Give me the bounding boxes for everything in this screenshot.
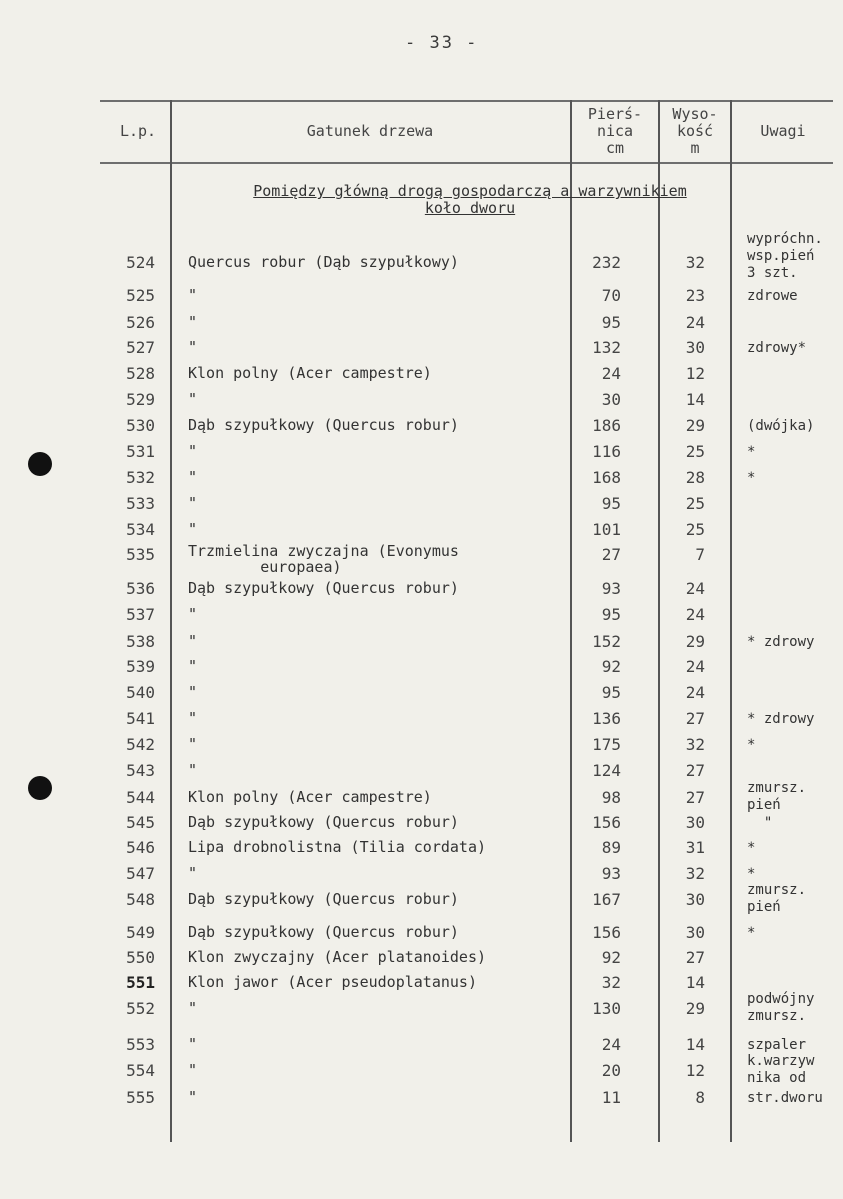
table-row — [0, 683, 843, 703]
lp-cell: 536 — [126, 579, 155, 598]
girth-cell: 95 — [601, 683, 621, 702]
species-cell: " — [188, 494, 198, 512]
height-cell: 29 — [685, 999, 705, 1018]
species-cell: Lipa drobnolistna (Tilia cordata) — [188, 838, 487, 856]
height-cell: 32 — [685, 735, 705, 754]
notes-cell: zmursz. pień — [747, 780, 807, 813]
table-row — [0, 338, 843, 358]
lp-cell: 543 — [126, 761, 155, 780]
table-row — [0, 542, 843, 576]
page-number: - 33 - — [405, 33, 479, 53]
lp-cell: 554 — [126, 1061, 155, 1080]
table-row — [0, 1035, 843, 1055]
lp-cell: 538 — [126, 632, 155, 651]
species-cell: " — [188, 520, 198, 538]
table-row — [0, 923, 843, 943]
species-cell: " — [188, 709, 198, 727]
table-row — [0, 1053, 843, 1086]
species-cell: " — [188, 1088, 198, 1106]
height-cell: 14 — [685, 1035, 705, 1054]
height-cell: 27 — [685, 761, 705, 780]
species-cell: Dąb szypułkowy (Quercus robur) — [188, 890, 459, 908]
species-cell: " — [188, 313, 198, 331]
species-cell: " — [188, 761, 198, 779]
lp-cell: 550 — [126, 948, 155, 967]
table-row — [0, 286, 843, 306]
height-cell: 24 — [685, 683, 705, 702]
table-row — [0, 813, 843, 833]
girth-cell: 95 — [601, 494, 621, 513]
girth-cell: 93 — [601, 864, 621, 883]
notes-cell: * — [747, 840, 756, 856]
lp-cell: 527 — [126, 338, 155, 357]
notes-cell: * zdrowy — [747, 711, 815, 727]
species-cell: " — [188, 442, 198, 460]
lp-cell: 530 — [126, 416, 155, 435]
species-cell: Klon jawor (Acer pseudoplatanus) — [188, 973, 477, 991]
notes-cell: " — [747, 815, 773, 831]
girth-cell: 27 — [601, 545, 621, 564]
lp-cell: 548 — [126, 890, 155, 909]
species-cell: " — [188, 338, 198, 356]
height-cell: 23 — [685, 286, 705, 305]
table-row — [0, 864, 843, 884]
notes-cell: zdrowy* — [747, 340, 807, 356]
species-cell: " — [188, 999, 198, 1017]
species-cell: " — [188, 286, 198, 304]
height-cell: 7 — [695, 545, 705, 564]
notes-cell: wypróchn. wsp.pień 3 szt. — [747, 231, 823, 281]
table-row — [0, 442, 843, 462]
table-row — [0, 735, 843, 755]
girth-cell: 167 — [592, 890, 621, 909]
header-species: Gatunek drzewa — [306, 122, 434, 140]
species-cell: " — [188, 632, 198, 650]
notes-cell: * — [747, 866, 756, 882]
species-cell: Dąb szypułkowy (Quercus robur) — [188, 579, 459, 597]
height-cell: 29 — [685, 416, 705, 435]
species-cell: " — [188, 864, 198, 882]
table-row — [0, 709, 843, 729]
table-row — [0, 579, 843, 599]
lp-cell: 541 — [126, 709, 155, 728]
table-row — [0, 364, 843, 384]
girth-cell: 92 — [601, 948, 621, 967]
notes-cell: * — [747, 444, 756, 460]
lp-cell: 544 — [126, 788, 155, 807]
height-cell: 27 — [685, 948, 705, 967]
lp-cell: 542 — [126, 735, 155, 754]
girth-cell: 132 — [592, 338, 621, 357]
species-cell: " — [188, 390, 198, 408]
girth-cell: 156 — [592, 813, 621, 832]
girth-cell: 24 — [601, 1035, 621, 1054]
height-cell: 32 — [685, 253, 705, 272]
notes-cell: zdrowe — [747, 288, 798, 304]
notes-cell: * — [747, 470, 756, 486]
girth-cell: 168 — [592, 468, 621, 487]
notes-cell: podwójny zmursz. — [747, 991, 815, 1024]
species-cell: Quercus robur (Dąb szypułkowy) — [188, 253, 459, 271]
height-cell: 30 — [685, 813, 705, 832]
table-row — [0, 780, 843, 813]
notes-cell: str.dworu — [747, 1090, 823, 1106]
species-cell: Dąb szypułkowy (Quercus robur) — [188, 416, 459, 434]
species-cell: Trzmielina zwyczajna (Evonymus europaea) — [188, 542, 459, 576]
table-row — [0, 520, 843, 540]
girth-cell: 95 — [601, 313, 621, 332]
table-row — [0, 632, 843, 652]
species-cell: " — [188, 468, 198, 486]
section-heading: Pomiędzy główną drogą gospodarczą a warzywnikiem koło dworu — [253, 182, 687, 217]
girth-cell: 92 — [601, 657, 621, 676]
table-row — [0, 231, 843, 281]
girth-cell: 186 — [592, 416, 621, 435]
height-cell: 12 — [685, 364, 705, 383]
lp-cell: 533 — [126, 494, 155, 513]
height-cell: 14 — [685, 390, 705, 409]
notes-cell: (dwójka) — [747, 418, 815, 434]
lp-cell: 528 — [126, 364, 155, 383]
species-cell: Dąb szypułkowy (Quercus robur) — [188, 813, 459, 831]
girth-cell: 232 — [592, 253, 621, 272]
height-cell: 27 — [685, 709, 705, 728]
lp-cell: 532 — [126, 468, 155, 487]
table-row — [0, 657, 843, 677]
header-girth: Pierś- nica cm — [587, 105, 643, 157]
lp-cell: 555 — [126, 1088, 155, 1107]
girth-cell: 89 — [601, 838, 621, 857]
lp-cell: 539 — [126, 657, 155, 676]
height-cell: 31 — [685, 838, 705, 857]
girth-cell: 20 — [601, 1061, 621, 1080]
lp-cell: 531 — [126, 442, 155, 461]
species-cell: " — [188, 1035, 198, 1053]
girth-cell: 32 — [601, 973, 621, 992]
girth-cell: 152 — [592, 632, 621, 651]
height-cell: 24 — [685, 657, 705, 676]
girth-cell: 175 — [592, 735, 621, 754]
table-top-rule — [100, 100, 833, 102]
table-row — [0, 416, 843, 436]
lp-cell: 534 — [126, 520, 155, 539]
species-cell: Klon polny (Acer campestre) — [188, 364, 432, 382]
table-row — [0, 991, 843, 1024]
height-cell: 25 — [685, 520, 705, 539]
notes-cell: zmursz. pień — [747, 882, 807, 915]
height-cell: 30 — [685, 923, 705, 942]
header-lp: L.p. — [119, 122, 157, 140]
lp-cell: 540 — [126, 683, 155, 702]
notes-cell: * — [747, 737, 756, 753]
table-row — [0, 761, 843, 781]
girth-cell: 70 — [601, 286, 621, 305]
table-row — [0, 605, 843, 625]
lp-cell: 537 — [126, 605, 155, 624]
lp-cell: 546 — [126, 838, 155, 857]
height-cell: 25 — [685, 442, 705, 461]
header-notes: Uwagi — [760, 122, 806, 140]
height-cell: 28 — [685, 468, 705, 487]
girth-cell: 101 — [592, 520, 621, 539]
table-row — [0, 838, 843, 858]
lp-cell: 551 — [126, 973, 155, 992]
height-cell: 24 — [685, 579, 705, 598]
lp-cell: 547 — [126, 864, 155, 883]
girth-cell: 30 — [601, 390, 621, 409]
height-cell: 24 — [685, 313, 705, 332]
lp-cell: 526 — [126, 313, 155, 332]
notes-cell: * — [747, 925, 756, 941]
height-cell: 8 — [695, 1088, 705, 1107]
girth-cell: 93 — [601, 579, 621, 598]
height-cell: 30 — [685, 890, 705, 909]
table-row — [0, 948, 843, 968]
species-cell: Klon zwyczajny (Acer platanoides) — [188, 948, 487, 966]
species-cell: " — [188, 683, 198, 701]
species-cell: " — [188, 657, 198, 675]
notes-cell: * zdrowy — [747, 634, 815, 650]
header-height: Wyso- kość m — [672, 105, 718, 157]
girth-cell: 116 — [592, 442, 621, 461]
notes-cell: szpaler — [747, 1037, 807, 1053]
girth-cell: 11 — [601, 1088, 621, 1107]
girth-cell: 156 — [592, 923, 621, 942]
height-cell: 12 — [685, 1061, 705, 1080]
table-row — [0, 494, 843, 514]
lp-cell: 535 — [126, 545, 155, 564]
girth-cell: 130 — [592, 999, 621, 1018]
height-cell: 14 — [685, 973, 705, 992]
table-header-rule — [100, 162, 833, 164]
height-cell: 30 — [685, 338, 705, 357]
lp-cell: 545 — [126, 813, 155, 832]
table-row — [0, 468, 843, 488]
lp-cell: 552 — [126, 999, 155, 1018]
table-row — [0, 1088, 843, 1108]
height-cell: 24 — [685, 605, 705, 624]
lp-cell: 529 — [126, 390, 155, 409]
lp-cell: 525 — [126, 286, 155, 305]
lp-cell: 549 — [126, 923, 155, 942]
table-row — [0, 882, 843, 915]
table-row — [0, 313, 843, 333]
species-cell: Dąb szypułkowy (Quercus robur) — [188, 923, 459, 941]
species-cell: Klon polny (Acer campestre) — [188, 788, 432, 806]
species-cell: " — [188, 605, 198, 623]
lp-cell: 524 — [126, 253, 155, 272]
species-cell: " — [188, 1061, 198, 1079]
table-row — [0, 390, 843, 410]
table-row — [0, 973, 843, 993]
girth-cell: 124 — [592, 761, 621, 780]
girth-cell: 98 — [601, 788, 621, 807]
height-cell: 27 — [685, 788, 705, 807]
lp-cell: 553 — [126, 1035, 155, 1054]
notes-cell: k.warzyw nika od — [747, 1053, 815, 1086]
height-cell: 25 — [685, 494, 705, 513]
girth-cell: 24 — [601, 364, 621, 383]
girth-cell: 95 — [601, 605, 621, 624]
girth-cell: 136 — [592, 709, 621, 728]
height-cell: 32 — [685, 864, 705, 883]
species-cell: " — [188, 735, 198, 753]
height-cell: 29 — [685, 632, 705, 651]
